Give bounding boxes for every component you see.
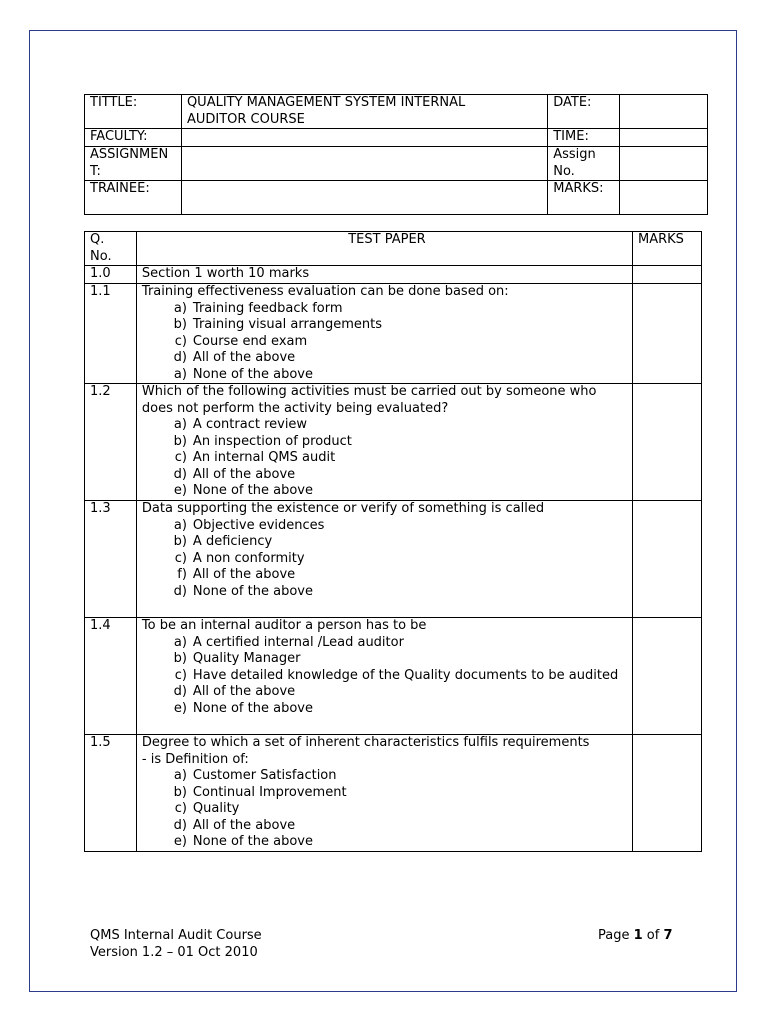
answer-option bbox=[162, 768, 632, 785]
option-letter: c) bbox=[174, 667, 187, 683]
option-letter: a) bbox=[173, 300, 187, 316]
question-marks bbox=[633, 284, 702, 384]
page-total: 7 bbox=[663, 928, 673, 943]
answer-option bbox=[162, 834, 632, 851]
footer-course: QMS Internal Audit Course bbox=[90, 928, 262, 943]
section-marks bbox=[633, 266, 702, 284]
option-text: Course end exam bbox=[192, 333, 308, 349]
option-text: Customer Satisfaction bbox=[192, 768, 337, 783]
option-text: All of the above bbox=[192, 817, 296, 833]
option-letter: d) bbox=[173, 684, 187, 699]
answer-option bbox=[162, 417, 632, 434]
question-number: 1.5 bbox=[85, 735, 137, 852]
question-text: Degree to which a set of inherent characteristics fulfils requirements bbox=[141, 735, 590, 750]
assign-no-line1: Assign bbox=[553, 147, 596, 162]
option-text: A deficiency bbox=[192, 534, 273, 549]
answer-option bbox=[162, 518, 632, 535]
option-text: None of the above bbox=[192, 834, 313, 849]
answer-option bbox=[162, 584, 632, 601]
option-text: Continual Improvement bbox=[192, 784, 347, 800]
question-marks bbox=[633, 735, 702, 852]
option-text: All of the above bbox=[192, 466, 296, 482]
time-value bbox=[620, 129, 708, 147]
page-of: of bbox=[642, 928, 664, 943]
option-text: A contract review bbox=[192, 417, 308, 432]
date-label: DATE: bbox=[548, 95, 620, 129]
answer-option bbox=[162, 450, 632, 467]
answer-option bbox=[162, 785, 632, 802]
question-row bbox=[85, 618, 702, 735]
question-content bbox=[136, 284, 632, 384]
question-content bbox=[136, 501, 632, 618]
option-letter: d) bbox=[173, 583, 187, 599]
test-paper-table bbox=[84, 231, 702, 852]
answer-options bbox=[142, 635, 632, 718]
title-value-line2: AUDITOR COURSE bbox=[186, 111, 305, 127]
question-row bbox=[85, 501, 702, 618]
answer-options bbox=[142, 417, 632, 500]
option-letter: e) bbox=[173, 834, 187, 849]
option-letter: d) bbox=[173, 350, 187, 365]
header-row-faculty bbox=[85, 129, 708, 147]
option-letter: a) bbox=[173, 366, 187, 382]
option-letter: b) bbox=[173, 433, 187, 449]
question-text: Training effectiveness evaluation can be done based on: bbox=[141, 284, 509, 299]
footer-version: Version 1.2 – 01 Oct 2010 bbox=[90, 945, 258, 960]
option-letter: b) bbox=[173, 651, 187, 666]
faculty-label: FACULTY: bbox=[85, 129, 182, 147]
answer-option bbox=[162, 668, 632, 685]
answer-option bbox=[162, 434, 632, 451]
answer-option bbox=[162, 635, 632, 652]
answer-options bbox=[142, 768, 632, 851]
option-text: None of the above bbox=[192, 583, 313, 599]
faculty-value bbox=[181, 129, 547, 147]
option-text: Quality Manager bbox=[192, 651, 301, 666]
header-row-assignment bbox=[85, 147, 708, 181]
answer-option bbox=[162, 684, 632, 701]
question-text: - is Definition of: bbox=[141, 751, 249, 767]
header-row-trainee bbox=[85, 181, 708, 215]
option-text: All of the above bbox=[192, 350, 296, 365]
question-content bbox=[136, 618, 632, 735]
footer-left bbox=[90, 927, 262, 961]
question-row bbox=[85, 384, 702, 501]
option-text: None of the above bbox=[192, 700, 313, 716]
title-value-line1: QUALITY MANAGEMENT SYSTEM INTERNAL bbox=[186, 95, 466, 110]
answer-option bbox=[162, 334, 632, 351]
answer-option bbox=[162, 567, 632, 584]
option-letter: d) bbox=[173, 817, 187, 833]
question-text: To be an internal auditor a person has to be bbox=[141, 618, 427, 633]
assignment-label-line1: ASSIGNMEN bbox=[90, 147, 169, 162]
qno-header-line2: No. bbox=[90, 248, 112, 264]
answer-option bbox=[162, 467, 632, 484]
trainee-label: TRAINEE: bbox=[85, 181, 182, 215]
option-text: Have detailed knowledge of the Quality documents to be audited bbox=[192, 667, 619, 683]
question-number: 1.3 bbox=[85, 501, 137, 618]
question-number: 1.2 bbox=[85, 384, 137, 501]
option-letter: e) bbox=[173, 483, 187, 498]
title-value bbox=[181, 95, 547, 129]
question-row bbox=[85, 284, 702, 384]
assignment-value bbox=[181, 147, 547, 181]
option-text: All of the above bbox=[192, 567, 296, 582]
assign-no-label bbox=[548, 147, 620, 181]
option-text: An inspection of product bbox=[192, 433, 352, 449]
answer-option bbox=[162, 367, 632, 384]
page-current: 1 bbox=[633, 928, 643, 943]
assignment-label bbox=[85, 147, 182, 181]
option-letter: a) bbox=[173, 634, 187, 650]
question-content bbox=[136, 735, 632, 852]
answer-option bbox=[162, 301, 632, 318]
assign-no-value bbox=[620, 147, 708, 181]
option-letter: c) bbox=[174, 801, 187, 816]
option-text: A certified internal /Lead auditor bbox=[192, 634, 404, 650]
option-text: Training feedback form bbox=[192, 300, 343, 316]
answer-option bbox=[162, 651, 632, 668]
question-content bbox=[136, 384, 632, 501]
question-text: Data supporting the existence or verify of something is called bbox=[141, 501, 545, 516]
section-text: Section 1 worth 10 marks bbox=[136, 266, 632, 284]
option-letter: b) bbox=[173, 534, 187, 549]
answer-option bbox=[162, 701, 632, 718]
marks-value bbox=[620, 181, 708, 215]
option-letter: a) bbox=[173, 417, 187, 432]
option-text: All of the above bbox=[192, 684, 296, 699]
assignment-label-line2: T: bbox=[90, 163, 101, 179]
answer-options bbox=[142, 518, 632, 601]
option-letter: c) bbox=[174, 550, 187, 566]
date-value bbox=[620, 95, 708, 129]
time-label: TIME: bbox=[548, 129, 620, 147]
footer-page-number bbox=[598, 927, 673, 944]
assign-no-line2: No. bbox=[553, 163, 575, 179]
title-label: TITTLE: bbox=[85, 95, 182, 129]
header-table bbox=[84, 94, 708, 215]
answer-options bbox=[142, 301, 632, 384]
question-marks bbox=[633, 618, 702, 735]
option-text: A non conformity bbox=[192, 550, 305, 566]
option-text: Training visual arrangements bbox=[192, 317, 383, 332]
option-letter: d) bbox=[173, 466, 187, 482]
answer-option bbox=[162, 551, 632, 568]
option-letter: b) bbox=[173, 317, 187, 332]
option-letter: f) bbox=[177, 567, 187, 582]
test-paper-header: TEST PAPER bbox=[136, 232, 632, 266]
option-letter: e) bbox=[173, 700, 187, 716]
header-row-title bbox=[85, 95, 708, 129]
option-letter: b) bbox=[173, 784, 187, 800]
question-marks bbox=[633, 384, 702, 501]
qno-header-line1: Q. bbox=[90, 232, 105, 247]
option-text: Objective evidences bbox=[192, 517, 325, 533]
option-text: Quality bbox=[192, 801, 240, 816]
question-number: 1.1 bbox=[85, 284, 137, 384]
marks-label: MARKS: bbox=[548, 181, 620, 215]
question-text: Which of the following activities must be carried out by someone who bbox=[141, 384, 597, 399]
option-letter: c) bbox=[174, 450, 187, 465]
trainee-value bbox=[181, 181, 547, 215]
option-text: None of the above bbox=[192, 483, 313, 498]
section-row bbox=[85, 266, 702, 284]
page-prefix: Page bbox=[598, 928, 634, 943]
option-text: None of the above bbox=[192, 366, 313, 382]
question-text: does not perform the activity being evaluated? bbox=[141, 400, 449, 416]
question-row bbox=[85, 735, 702, 852]
answer-option bbox=[162, 801, 632, 818]
option-letter: a) bbox=[173, 517, 187, 533]
test-header-row bbox=[85, 232, 702, 266]
option-letter: a) bbox=[173, 768, 187, 783]
answer-option bbox=[162, 534, 632, 551]
answer-option bbox=[162, 350, 632, 367]
answer-option bbox=[162, 317, 632, 334]
option-text: An internal QMS audit bbox=[192, 450, 336, 465]
question-number: 1.4 bbox=[85, 618, 137, 735]
answer-option bbox=[162, 483, 632, 500]
question-marks bbox=[633, 501, 702, 618]
qno-header bbox=[85, 232, 137, 266]
marks-header: MARKS bbox=[633, 232, 702, 266]
option-letter: c) bbox=[174, 333, 187, 349]
section-number: 1.0 bbox=[85, 266, 137, 284]
answer-option bbox=[162, 818, 632, 835]
